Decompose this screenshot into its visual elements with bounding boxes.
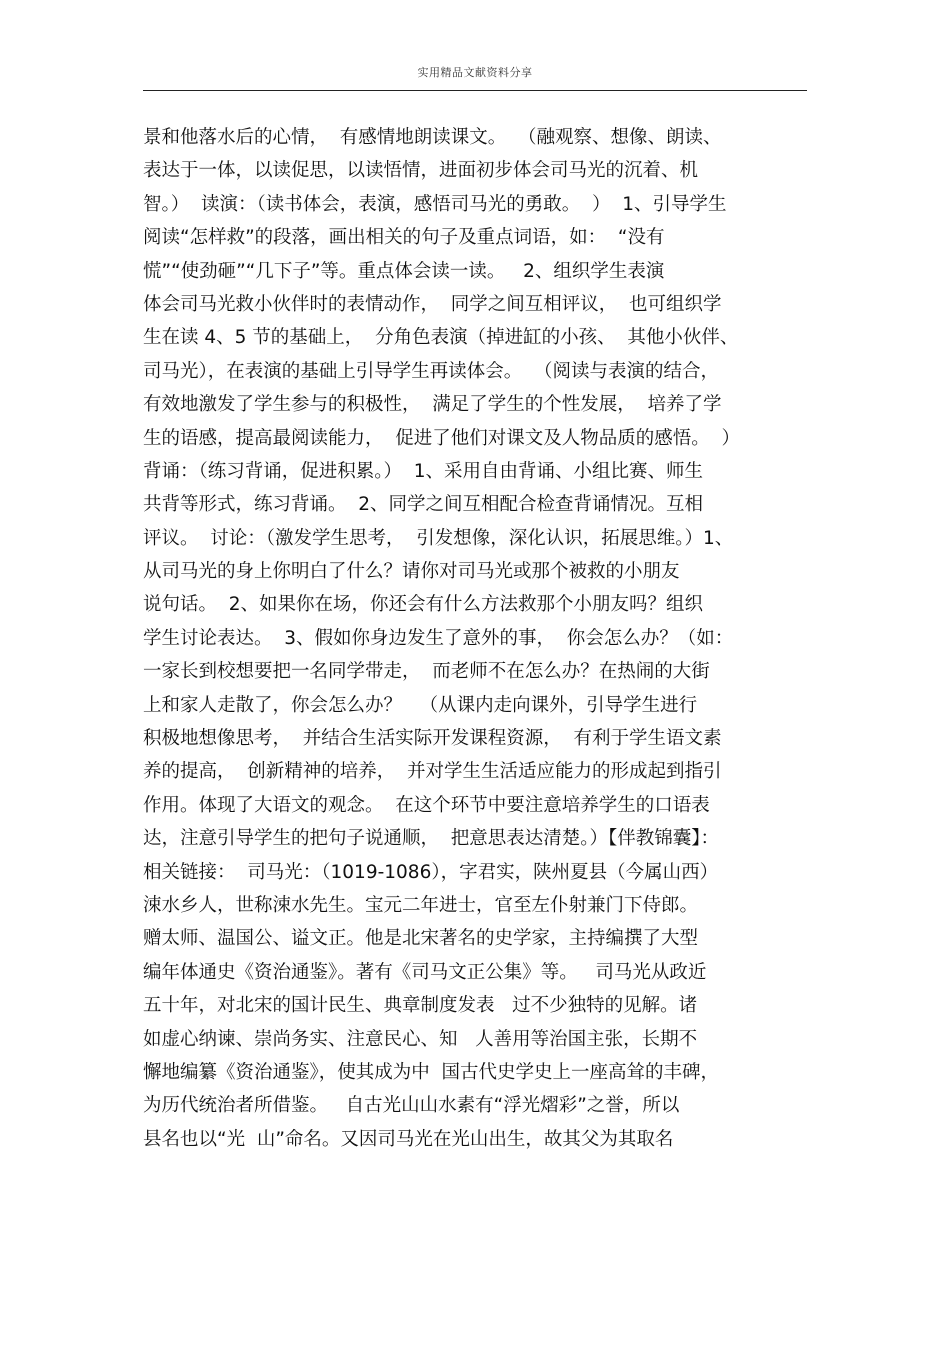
text-line: 说句话。 2、如果你在场，你还会有什么方法救那个小朋友吗？组织 [143, 594, 704, 616]
text-line: 表达于一体，以读促思，以读悟情，进面初步体会司马光的沉着、机 [143, 160, 699, 182]
text-line: 从司马光的身上你明白了什么？请你对司马光或那个被救的小朋友 [143, 561, 680, 583]
text-line: 学生讨论表达。 3、假如你身边发生了意外的事， 你会怎么办？（如： [143, 627, 734, 649]
text-line: 涑水乡人，世称涑水先生。宝元二年进士，官至左仆射兼门下侍郎。 [143, 894, 699, 916]
header-divider [143, 90, 807, 91]
text-line: 县名也以“光 山”命名。又因司马光在光山出生，故其父为其取名 [143, 1128, 674, 1150]
text-line: 赠太师、温国公、谥文正。他是北宋著名的史学家，主持编撰了大型 [143, 928, 699, 950]
text-line: 慌”“使劲砸”“几下子”等。重点体会读一读。 2、组织学生表演 [143, 260, 665, 282]
text-line: 生在读 4、5 节的基础上， 分角色表演（掉进缸的小孩、 其他小伙伴、 [143, 327, 739, 349]
text-line: 生的语感，提高最阅读能力， 促进了他们对课文及人物品质的感悟。 ） [143, 427, 741, 449]
text-line: 养的提高， 创新精神的培养， 并对学生生活适应能力的形成起到指引 [143, 761, 722, 783]
text-line: 共背等形式，练习背诵。 2、同学之间互相配合检查背诵情况。互相 [143, 494, 704, 516]
text-line: 智。） 读演：（读书体会，表演，感悟司马光的勇敢。 ） 1、引导学生 [143, 193, 727, 215]
text-line: 为历代统治者所借鉴。 自古光山山水素有“浮光熠彩”之誉，所以 [143, 1095, 680, 1117]
text-line: 懈地编纂《资治通鉴》，使其成为中 国古代史学史上一座高耸的丰碑， [143, 1061, 720, 1083]
text-line: 有效地激发了学生参与的积极性， 满足了学生的个性发展， 培养了学 [143, 394, 722, 416]
text-line: 积极地想像思考， 并结合生活实际开发课程资源， 有利于学生语文素 [143, 728, 722, 750]
text-line: 阅读“怎样救”的段落，画出相关的句子及重点词语，如： “没有 [143, 227, 665, 249]
text-line: 背诵：（练习背诵，促进积累。） 1、采用自由背诵、小组比赛、师生 [143, 460, 704, 482]
text-line: 编年体通史《资治通鉴》。著有《司马文正公集》等。 司马光从政近 [143, 961, 707, 983]
body-text [143, 121, 807, 1156]
text-line: 上和家人走散了，你会怎么办？ （从课内走向课外，引导学生进行 [143, 694, 698, 716]
text-line: 达，注意引导学生的把句子说通顺， 把意思表达清楚。）【伴教锦囊】： [143, 828, 720, 850]
text-line: 作用。体现了大语文的观念。 在这个环节中要注意培养学生的口语表 [143, 794, 710, 816]
text-line: 景和他落水后的心情， 有感情地朗读课文。 （融观察、想像、朗读、 [143, 127, 722, 148]
text-line: 五十年，对北宋的国计民生、典章制度发表 过不少独特的见解。诸 [143, 995, 698, 1017]
text-line: 评议。 讨论：（激发学生思考， 引发想像，深化认识，拓展思维。）1、 [143, 527, 734, 549]
text-line: 司马光），在表演的基础上引导学生再读体会。 （阅读与表演的结合， [143, 360, 720, 382]
text-line: 一家长到校想要把一名同学带走， 而老师不在怎么办？在热闹的大街 [143, 661, 710, 683]
text-line: 体会司马光救小伙伴时的表情动作， 同学之间互相评议， 也可组织学 [143, 293, 722, 315]
text-line: 相关链接： 司马光：（1019-1086），字君实，陕州夏县（今属山西） [143, 861, 719, 883]
page-header-title: 实用精品文献资料分享 [417, 66, 533, 79]
text-line: 如虚心纳谏、崇尚务实、注意民心、知 人善用等治国主张，长期不 [143, 1028, 698, 1050]
